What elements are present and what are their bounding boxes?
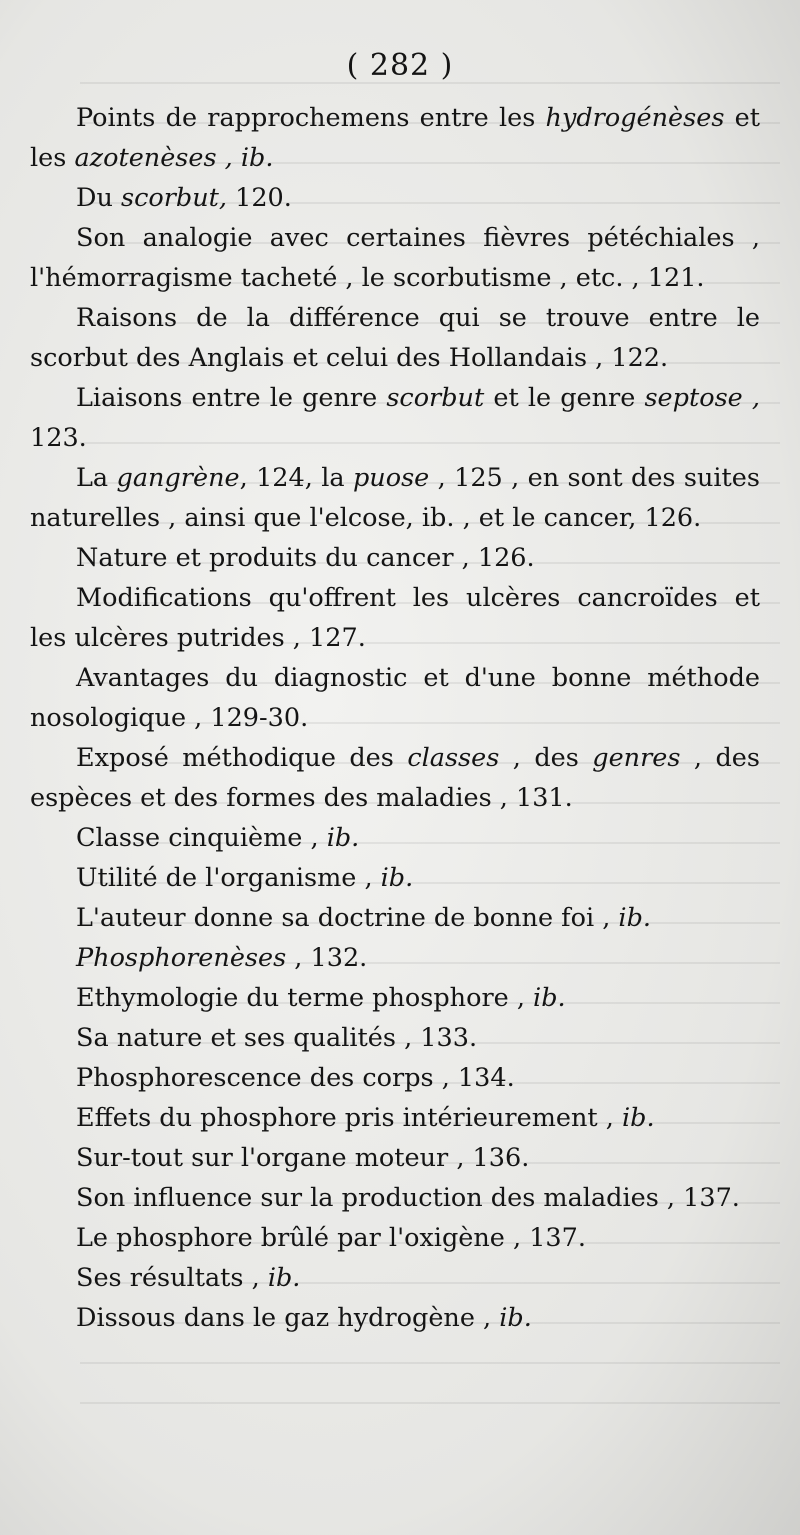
index-entry: L'auteur donne sa doctrine de bonne foi , ib.: [76, 903, 652, 933]
index-entry: Le phosphore brûlé par l'oxigène , 137.: [76, 1223, 586, 1253]
index-entry: Avantages du diagnostic et d'une bonne méthode nosologique , 129-30.: [30, 663, 760, 733]
index-entry: Ses résultats , ib.: [76, 1263, 301, 1293]
index-entry: Exposé méthodique des classes , des genres , des espèces et des formes des maladies , 131.: [30, 743, 760, 813]
index-entry: Phosphorescence des corps , 134.: [76, 1063, 515, 1093]
index-entry: Raisons de la différence qui se trouve entre le scorbut des Anglais et celui des Hollandais , 122.: [30, 303, 760, 373]
index-entry: La gangrène, 124, la puose , 125 , en sont des suites naturelles , ainsi que l'elcose, ib. , et le cancer, 126.: [30, 463, 760, 533]
page-number: ( 282 ): [346, 48, 454, 83]
index-entry: Du scorbut, 120.: [76, 183, 292, 213]
index-entry: Sa nature et ses qualités , 133.: [76, 1023, 478, 1053]
index-entry: Effets du phosphore pris intérieurement , ib.: [76, 1103, 655, 1133]
index-entry: Phosphorenèses , 132.: [76, 943, 368, 973]
index-entry: Son influence sur la production des maladies , 137.: [76, 1183, 740, 1213]
index-entry: Nature et produits du cancer , 126.: [76, 543, 535, 573]
index-entry: Points de rapprochemens entre les hydrogénèses et les azotenèses , ib.: [30, 103, 760, 173]
index-entry: Dissous dans le gaz hydrogène , ib.: [76, 1303, 532, 1333]
index-entry: Utilité de l'organisme , ib.: [76, 863, 414, 893]
index-entry: Modifications qu'offrent les ulcères cancroïdes et les ulcères putrides , 127.: [30, 583, 760, 653]
index-entry: Son analogie avec certaines fièvres pétéchiales , l'hémorragisme tacheté , le scorbutisme , etc. , 121.: [30, 223, 760, 293]
index-entry: Sur-tout sur l'organe moteur , 136.: [76, 1143, 530, 1173]
index-entry: Liaisons entre le genre scorbut et le genre septose , 123.: [30, 383, 760, 453]
index-entry: Classe cinquième , ib.: [76, 823, 360, 853]
index-entries: [30, 98, 760, 1338]
index-entry: Ethymologie du terme phosphore , ib.: [76, 983, 566, 1013]
